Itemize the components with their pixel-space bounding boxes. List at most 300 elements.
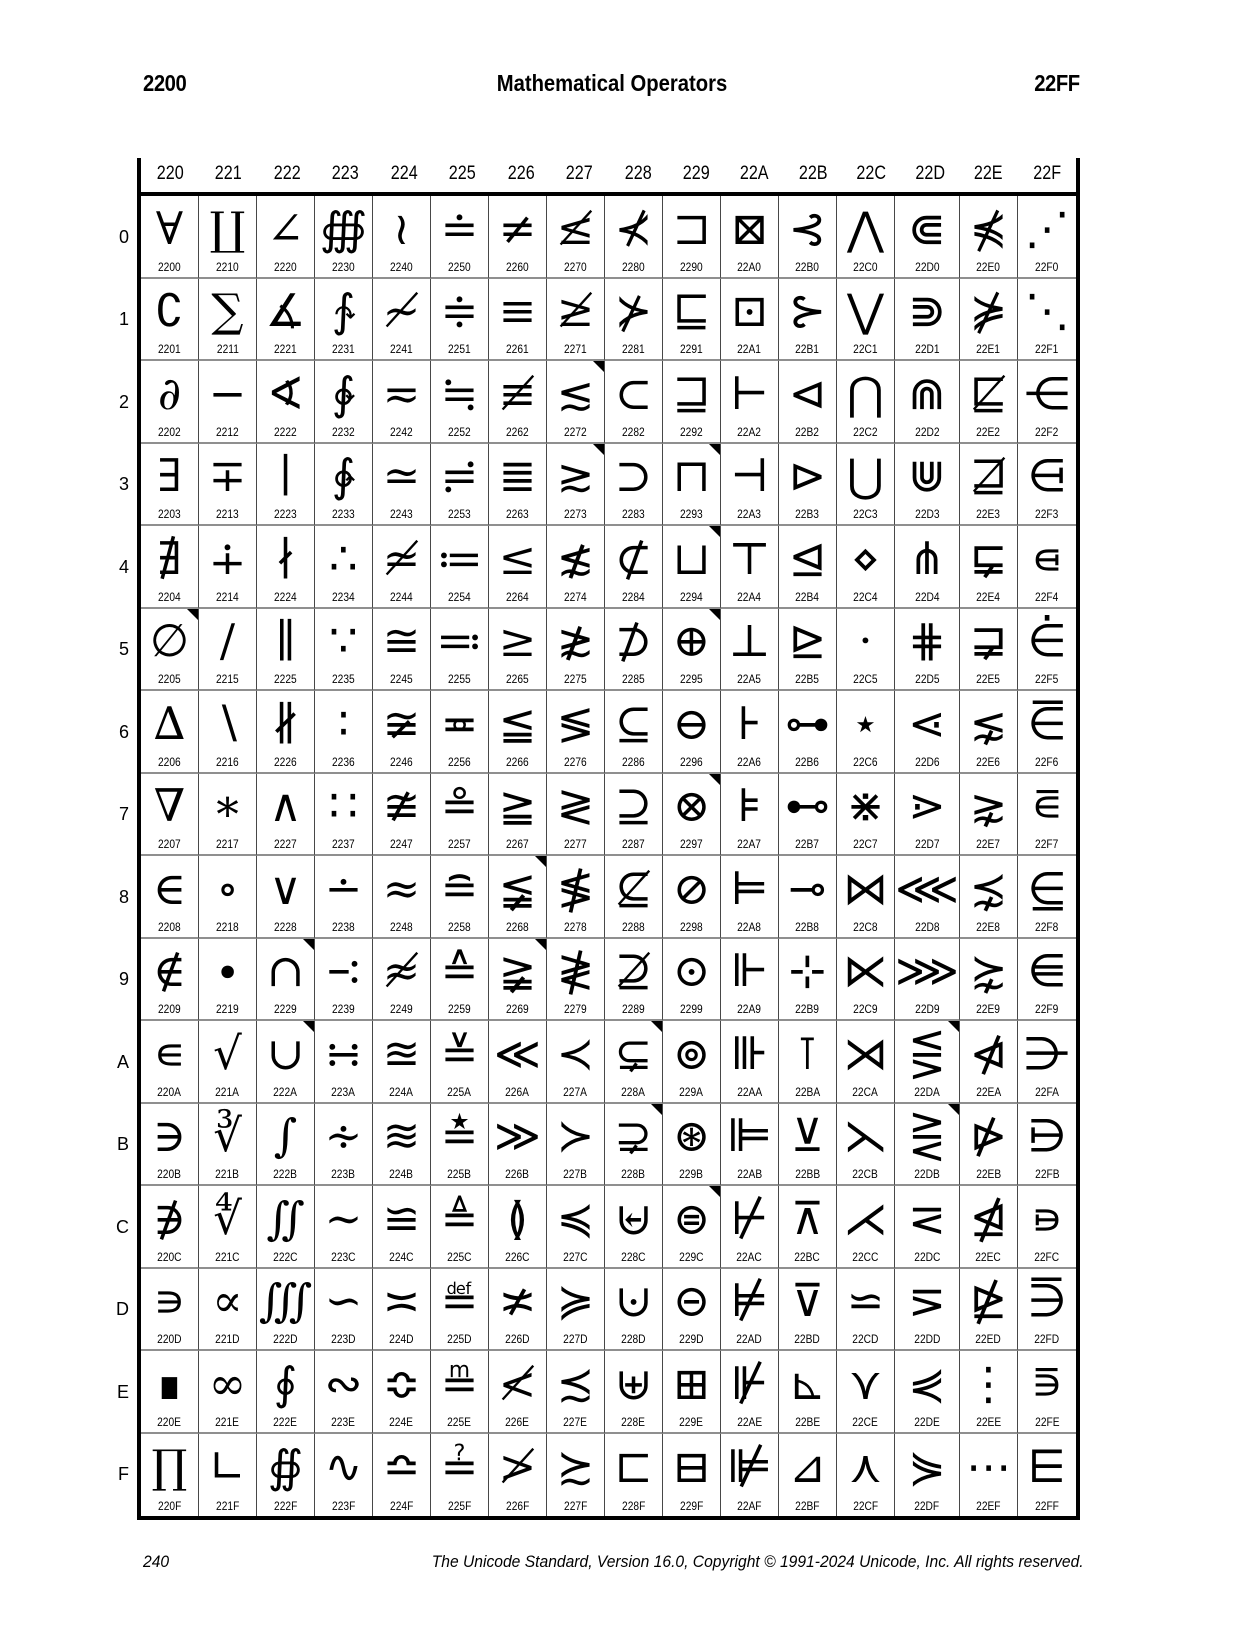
codepoint-label: 2276 bbox=[564, 754, 587, 769]
glyph-2268: ≨ bbox=[498, 861, 537, 915]
glyph-2249: ≉ bbox=[382, 944, 421, 998]
glyph-221F: ∟ bbox=[208, 1440, 247, 1494]
glyph-cell-22EC bbox=[960, 1186, 1018, 1269]
glyph-cell-22CF bbox=[837, 1434, 895, 1517]
glyph-cell-22AC bbox=[721, 1186, 779, 1269]
page-footer bbox=[143, 1552, 1084, 1572]
glyph-cell-22CE bbox=[837, 1351, 895, 1434]
glyph-2258: ≘ bbox=[440, 861, 479, 915]
glyph-cell-2214 bbox=[199, 526, 257, 609]
glyph-cell-222B bbox=[257, 1104, 315, 1187]
glyph-cell-2259 bbox=[431, 939, 489, 1022]
glyph-cell-220B bbox=[141, 1104, 199, 1187]
codepoint-label: 2266 bbox=[506, 754, 529, 769]
glyph-2243: ≃ bbox=[382, 449, 421, 503]
codepoint-label: 2234 bbox=[332, 589, 355, 604]
glyph-cell-22C3 bbox=[837, 444, 895, 527]
glyph-cell-22D7 bbox=[895, 774, 960, 857]
glyph-cell-2215 bbox=[199, 609, 257, 692]
glyph-22D4: ⋔ bbox=[908, 531, 946, 585]
codepoint-label: 22A5 bbox=[737, 672, 762, 686]
glyph-22B7: ⊷ bbox=[784, 779, 830, 833]
glyph-cell-2228 bbox=[257, 856, 315, 939]
glyph-225D: ≝ bbox=[440, 1274, 479, 1328]
glyph-221A: √ bbox=[213, 1026, 242, 1080]
glyph-229D: ⊝ bbox=[672, 1274, 711, 1328]
codepoint-label: 220A bbox=[157, 1084, 182, 1099]
glyph-cell-2241 bbox=[373, 279, 431, 362]
glyph-cell-22CB bbox=[837, 1104, 895, 1187]
codepoint-label: 2253 bbox=[448, 507, 471, 521]
glyph-22A4: ⊤ bbox=[728, 531, 771, 585]
row-header-E: E bbox=[116, 1381, 129, 1402]
codepoint-label: 22D5 bbox=[914, 672, 940, 686]
glyph-cell-22F9 bbox=[1018, 939, 1076, 1022]
glyph-cell-22D2 bbox=[895, 361, 960, 444]
glyph-cell-2229 bbox=[257, 939, 315, 1022]
glyph-cell-22F3 bbox=[1018, 444, 1076, 527]
codepoint-label: 2260 bbox=[506, 259, 529, 274]
glyph-cell-2254 bbox=[431, 526, 489, 609]
variation-sequence-marker-icon bbox=[651, 1104, 662, 1115]
codepoint-label: 226E bbox=[505, 1414, 530, 1429]
codepoint-label: 2281 bbox=[622, 342, 645, 356]
glyph-2231: ∱ bbox=[331, 284, 356, 338]
glyph-22DF: ⋟ bbox=[908, 1440, 946, 1494]
glyph-2218: ∘ bbox=[216, 861, 239, 915]
row-header-C: C bbox=[116, 1216, 129, 1237]
glyph-cell-2286 bbox=[605, 691, 663, 774]
codepoint-label: 220E bbox=[157, 1414, 182, 1429]
glyph-cell-221F bbox=[199, 1434, 257, 1517]
glyph-223B: ∻ bbox=[324, 1109, 363, 1163]
glyph-2287: ⊇ bbox=[614, 779, 653, 833]
glyph-cell-2219 bbox=[199, 939, 257, 1022]
glyph-224B: ≋ bbox=[382, 1109, 421, 1163]
glyph-2205: ∅ bbox=[149, 614, 190, 668]
codepoint-label: 22A9 bbox=[737, 1002, 762, 1016]
glyph-2253: ≓ bbox=[440, 449, 479, 503]
codepoint-label: 227A bbox=[563, 1084, 588, 1099]
glyph-2270: ≰ bbox=[556, 201, 595, 255]
glyph-223F: ∿ bbox=[324, 1440, 363, 1494]
glyph-cell-22F8 bbox=[1018, 856, 1076, 939]
codepoint-label: 2264 bbox=[506, 589, 529, 604]
glyph-cell-22A5 bbox=[721, 609, 779, 692]
glyph-cell-2248 bbox=[373, 856, 431, 939]
codepoint-label: 226B bbox=[505, 1167, 530, 1181]
glyph-228C: ⊌ bbox=[614, 1191, 653, 1245]
codepoint-label: 22A4 bbox=[737, 589, 762, 604]
glyph-cell-2206 bbox=[141, 691, 199, 774]
codepoint-label: 2280 bbox=[622, 259, 645, 274]
codepoint-label: 2215 bbox=[216, 672, 239, 686]
codepoint-label: 2274 bbox=[564, 589, 587, 604]
glyph-cell-2287 bbox=[605, 774, 663, 857]
variation-sequence-marker-icon bbox=[948, 1021, 959, 1032]
glyph-cell-22C0 bbox=[837, 196, 895, 279]
codepoint-label: 2254 bbox=[448, 589, 471, 604]
header-right-tick bbox=[1076, 158, 1080, 194]
glyph-2291: ⊑ bbox=[672, 284, 711, 338]
glyph-22E8: ⋨ bbox=[969, 861, 1008, 915]
row-header-F: F bbox=[118, 1464, 129, 1485]
codepoint-label: 22B6 bbox=[795, 754, 820, 769]
glyph-cell-220A bbox=[141, 1021, 199, 1104]
row-header-0: 0 bbox=[118, 226, 129, 247]
glyph-cell-2231 bbox=[315, 279, 373, 362]
glyph-2220: ∠ bbox=[266, 201, 305, 255]
glyph-2211: ∑ bbox=[211, 284, 244, 338]
glyph-22D6: ⋖ bbox=[908, 696, 946, 750]
codepoint-label: 22E2 bbox=[976, 424, 1001, 439]
glyph-228D: ⊍ bbox=[614, 1274, 653, 1328]
glyph-223D: ∽ bbox=[324, 1274, 363, 1328]
glyph-2229: ∩ bbox=[266, 944, 305, 998]
glyph-cell-224D bbox=[373, 1269, 431, 1352]
glyph-22C4: ⋄ bbox=[851, 531, 880, 585]
glyph-2286: ⊆ bbox=[614, 696, 653, 750]
variation-sequence-marker-icon bbox=[709, 444, 720, 455]
codepoint-label: 22B5 bbox=[795, 672, 820, 686]
codepoint-label: 22BF bbox=[795, 1499, 820, 1513]
codepoint-label: 223A bbox=[331, 1084, 356, 1099]
glyph-cell-226F bbox=[489, 1434, 547, 1517]
codepoint-label: 2212 bbox=[216, 424, 239, 439]
codepoint-label: 2263 bbox=[506, 507, 529, 521]
variation-sequence-marker-icon bbox=[709, 609, 720, 620]
codepoint-label: 22D8 bbox=[914, 919, 940, 934]
glyph-22B1: ⊱ bbox=[788, 284, 827, 338]
glyph-cell-223C bbox=[315, 1186, 373, 1269]
glyph-cell-2262 bbox=[489, 361, 547, 444]
glyph-2238: ∸ bbox=[324, 861, 363, 915]
glyph-22AE: ⊮ bbox=[730, 1356, 769, 1410]
codepoint-label: 22C9 bbox=[853, 1002, 878, 1016]
codepoint-label: 22CC bbox=[852, 1249, 879, 1264]
glyph-cell-2218 bbox=[199, 856, 257, 939]
codepoint-label: 226D bbox=[505, 1332, 530, 1346]
glyph-2246: ≆ bbox=[382, 696, 421, 750]
glyph-2242: ≂ bbox=[382, 366, 421, 420]
glyph-cell-2273 bbox=[547, 444, 605, 527]
glyph-cell-2208 bbox=[141, 856, 199, 939]
glyph-2259: ≙ bbox=[440, 944, 479, 998]
glyph-cell-221E bbox=[199, 1351, 257, 1434]
codepoint-label: 22FB bbox=[1034, 1167, 1060, 1181]
glyph-cell-22F1 bbox=[1018, 279, 1076, 362]
glyph-cell-22E7 bbox=[960, 774, 1018, 857]
codepoint-label: 224C bbox=[389, 1249, 414, 1264]
codepoint-label: 220F bbox=[157, 1499, 182, 1513]
glyph-22DE: ⋞ bbox=[908, 1356, 946, 1410]
codepoint-label: 227B bbox=[563, 1167, 588, 1181]
glyph-cell-22E8 bbox=[960, 856, 1018, 939]
glyph-cell-22A4 bbox=[721, 526, 779, 609]
codepoint-label: 2279 bbox=[564, 1002, 587, 1016]
glyph-225C: ≜ bbox=[440, 1191, 479, 1245]
glyph-cell-2285 bbox=[605, 609, 663, 692]
glyph-2233: ∳ bbox=[331, 449, 356, 503]
glyph-22B8: ⊸ bbox=[788, 861, 827, 915]
glyph-cell-2282 bbox=[605, 361, 663, 444]
glyph-220E: ∎ bbox=[155, 1356, 184, 1410]
glyph-2235: ∵ bbox=[329, 614, 358, 668]
glyph-222D: ∭ bbox=[258, 1274, 313, 1328]
codepoint-label: 222A bbox=[273, 1084, 298, 1099]
glyph-2245: ≅ bbox=[382, 614, 421, 668]
codepoint-label: 22DD bbox=[913, 1332, 941, 1346]
glyph-cell-22D5 bbox=[895, 609, 960, 692]
glyph-22D5: ⋕ bbox=[908, 614, 946, 668]
variation-sequence-marker-icon bbox=[651, 1021, 662, 1032]
glyph-cell-2298 bbox=[663, 856, 721, 939]
glyph-22D7: ⋗ bbox=[908, 779, 946, 833]
codepoint-label: 22F3 bbox=[1035, 507, 1059, 521]
glyph-22B2: ⊲ bbox=[788, 366, 827, 420]
glyph-2240: ≀ bbox=[393, 201, 410, 255]
codepoint-label: 22DC bbox=[913, 1249, 941, 1264]
glyph-cell-22ED bbox=[960, 1269, 1018, 1352]
glyph-cell-223D bbox=[315, 1269, 373, 1352]
codepoint-label: 2272 bbox=[564, 424, 587, 439]
glyph-cell-22AE bbox=[721, 1351, 779, 1434]
glyph-cell-22DA bbox=[895, 1021, 960, 1104]
glyph-cell-22DD bbox=[895, 1269, 960, 1352]
variation-sequence-marker-icon bbox=[303, 939, 314, 950]
glyph-cell-2278 bbox=[547, 856, 605, 939]
glyph-22AF: ⊯ bbox=[726, 1440, 773, 1494]
glyph-2230: ∰ bbox=[319, 201, 368, 255]
codepoint-label: 2268 bbox=[506, 919, 529, 934]
column-header-224: 224 bbox=[390, 163, 418, 184]
codepoint-label: 2243 bbox=[390, 507, 413, 521]
glyph-22EF: ⋯ bbox=[966, 1440, 1011, 1494]
codepoint-label: 2213 bbox=[216, 507, 239, 521]
codepoint-label: 2259 bbox=[448, 1002, 471, 1016]
code-chart-grid bbox=[137, 192, 1080, 1520]
codepoint-label: 2218 bbox=[216, 919, 239, 934]
codepoint-label: 22C5 bbox=[853, 672, 878, 686]
glyph-cell-229B bbox=[663, 1104, 721, 1187]
glyph-cell-222A bbox=[257, 1021, 315, 1104]
glyph-cell-222C bbox=[257, 1186, 315, 1269]
codepoint-label: 224E bbox=[389, 1414, 414, 1429]
glyph-cell-2264 bbox=[489, 526, 547, 609]
glyph-cell-224B bbox=[373, 1104, 431, 1187]
glyph-2210: ∐ bbox=[209, 201, 246, 255]
codepoint-label: 22BA bbox=[794, 1084, 820, 1099]
codepoint-label: 22D4 bbox=[914, 589, 940, 604]
glyph-cell-2274 bbox=[547, 526, 605, 609]
glyph-cell-2266 bbox=[489, 691, 547, 774]
glyph-2299: ⊙ bbox=[672, 944, 711, 998]
block-end-codepoint: 22FF bbox=[1034, 70, 1080, 96]
codepoint-label: 22C3 bbox=[853, 507, 878, 521]
codepoint-label: 22AA bbox=[736, 1084, 762, 1099]
codepoint-label: 226F bbox=[505, 1499, 530, 1513]
glyph-cell-223F bbox=[315, 1434, 373, 1517]
glyph-cell-2283 bbox=[605, 444, 663, 527]
glyph-cell-22C4 bbox=[837, 526, 895, 609]
glyph-22AC: ⊬ bbox=[730, 1191, 769, 1245]
glyph-cell-22EB bbox=[960, 1104, 1018, 1187]
glyph-222F: ∯ bbox=[267, 1440, 304, 1494]
glyph-22F8: ⋸ bbox=[1027, 861, 1067, 915]
glyph-22C9: ⋉ bbox=[842, 944, 888, 998]
glyph-cell-2261 bbox=[489, 279, 547, 362]
row-header-1: 1 bbox=[118, 309, 129, 330]
glyph-cell-22D6 bbox=[895, 691, 960, 774]
codepoint-label: 22E7 bbox=[976, 837, 1001, 851]
glyph-cell-2260 bbox=[489, 196, 547, 279]
glyph-22C7: ⋇ bbox=[846, 779, 885, 833]
glyph-226F: ≯ bbox=[498, 1440, 537, 1494]
glyph-22CD: ⋍ bbox=[846, 1274, 885, 1328]
glyph-cell-2257 bbox=[431, 774, 489, 857]
glyph-22F6: ⋶ bbox=[1027, 696, 1067, 750]
glyph-22BF: ⊿ bbox=[788, 1440, 827, 1494]
glyph-224A: ≊ bbox=[382, 1026, 421, 1080]
variation-sequence-marker-icon bbox=[593, 444, 604, 455]
codepoint-label: 225F bbox=[447, 1499, 472, 1513]
glyph-22C3: ⋃ bbox=[847, 449, 884, 503]
glyph-cell-2293 bbox=[663, 444, 721, 527]
glyph-cell-22B2 bbox=[779, 361, 837, 444]
glyph-222B: ∫ bbox=[273, 1109, 298, 1163]
codepoint-label: 224F bbox=[389, 1499, 414, 1513]
glyph-cell-2224 bbox=[257, 526, 315, 609]
glyph-220D: ∍ bbox=[153, 1274, 186, 1328]
glyph-228E: ⊎ bbox=[614, 1356, 653, 1410]
glyph-cell-2277 bbox=[547, 774, 605, 857]
codepoint-label: 2227 bbox=[274, 837, 297, 851]
glyph-cell-2291 bbox=[663, 279, 721, 362]
glyph-cell-2263 bbox=[489, 444, 547, 527]
codepoint-label: 2217 bbox=[216, 837, 239, 851]
glyph-2269: ≩ bbox=[498, 944, 537, 998]
codepoint-label: 22E1 bbox=[976, 342, 1001, 356]
glyph-2278: ≸ bbox=[556, 861, 595, 915]
glyph-cell-22A2 bbox=[721, 361, 779, 444]
codepoint-label: 22A0 bbox=[737, 259, 762, 274]
glyph-2265: ≥ bbox=[498, 614, 537, 668]
codepoint-label: 221C bbox=[215, 1249, 240, 1264]
glyph-cell-2220 bbox=[257, 196, 315, 279]
codepoint-label: 2201 bbox=[158, 342, 181, 356]
row-header-3: 3 bbox=[118, 474, 129, 495]
glyph-cell-229F bbox=[663, 1434, 721, 1517]
glyph-cell-2200 bbox=[141, 196, 199, 279]
glyph-2264: ≤ bbox=[498, 531, 537, 585]
glyph-2244: ≄ bbox=[382, 531, 421, 585]
codepoint-label: 2293 bbox=[680, 507, 703, 521]
codepoint-label: 22A3 bbox=[737, 507, 762, 521]
variation-sequence-marker-icon bbox=[709, 1186, 720, 1197]
glyph-cell-2255 bbox=[431, 609, 489, 692]
glyph-22F3: ⋳ bbox=[1027, 449, 1067, 503]
codepoint-label: 226A bbox=[505, 1084, 530, 1099]
codepoint-label: 2292 bbox=[680, 424, 703, 439]
glyph-2237: ∷ bbox=[329, 779, 358, 833]
codepoint-label: 22E9 bbox=[976, 1002, 1001, 1016]
codepoint-label: 22C8 bbox=[853, 919, 878, 934]
glyph-cell-221A bbox=[199, 1021, 257, 1104]
glyph-22CA: ⋊ bbox=[842, 1026, 888, 1080]
codepoint-label: 2241 bbox=[390, 342, 413, 356]
glyph-cell-2240 bbox=[373, 196, 431, 279]
glyph-cell-22A0 bbox=[721, 196, 779, 279]
glyph-2225: ∥ bbox=[275, 614, 296, 668]
glyph-226E: ≮ bbox=[498, 1356, 537, 1410]
glyph-cell-2204 bbox=[141, 526, 199, 609]
codepoint-label: 2224 bbox=[274, 589, 297, 604]
codepoint-label: 22F6 bbox=[1035, 754, 1059, 769]
glyph-22FD: ⋽ bbox=[1027, 1274, 1067, 1328]
glyph-227F: ≿ bbox=[556, 1440, 595, 1494]
glyph-225B: ≛ bbox=[440, 1109, 479, 1163]
glyph-cell-2295 bbox=[663, 609, 721, 692]
glyph-224C: ≌ bbox=[382, 1191, 421, 1245]
codepoint-label: 2291 bbox=[680, 342, 703, 356]
codepoint-label: 2271 bbox=[564, 342, 587, 356]
glyph-cell-2281 bbox=[605, 279, 663, 362]
glyph-2214: ∔ bbox=[208, 531, 247, 585]
glyph-2208: ∈ bbox=[152, 861, 187, 915]
codepoint-label: 22BE bbox=[794, 1414, 820, 1429]
codepoint-label: 2232 bbox=[332, 424, 355, 439]
glyph-cell-222D bbox=[257, 1269, 315, 1352]
glyph-22FF: ⋿ bbox=[1027, 1440, 1067, 1494]
codepoint-label: 22E5 bbox=[976, 672, 1001, 686]
codepoint-label: 22C7 bbox=[853, 837, 878, 851]
codepoint-label: 227F bbox=[563, 1499, 588, 1513]
glyph-2260: ≠ bbox=[498, 201, 537, 255]
codepoint-label: 2225 bbox=[274, 672, 297, 686]
glyph-22E0: ⋠ bbox=[969, 201, 1008, 255]
codepoint-label: 22DA bbox=[914, 1084, 940, 1099]
codepoint-label: 224B bbox=[389, 1167, 414, 1181]
glyph-221B: ∛ bbox=[213, 1109, 242, 1163]
codepoint-label: 22DB bbox=[914, 1167, 940, 1181]
glyph-cell-22A1 bbox=[721, 279, 779, 362]
glyph-228F: ⊏ bbox=[614, 1440, 653, 1494]
glyph-cell-222E bbox=[257, 1351, 315, 1434]
glyph-22BA: ⊺ bbox=[795, 1026, 820, 1080]
glyph-cell-22A9 bbox=[721, 939, 779, 1022]
codepoint-label: 22B0 bbox=[795, 259, 820, 274]
codepoint-label: 2236 bbox=[332, 754, 355, 769]
codepoint-label: 2288 bbox=[622, 919, 645, 934]
glyph-cell-225E bbox=[431, 1351, 489, 1434]
glyph-cell-2209 bbox=[141, 939, 199, 1022]
codepoint-label: 22D7 bbox=[914, 837, 940, 851]
glyph-cell-22C2 bbox=[837, 361, 895, 444]
codepoint-label: 22BD bbox=[794, 1332, 821, 1346]
column-header-225: 225 bbox=[448, 163, 476, 184]
glyph-2298: ⊘ bbox=[672, 861, 711, 915]
codepoint-label: 2287 bbox=[622, 837, 645, 851]
glyph-cell-22C8 bbox=[837, 856, 895, 939]
glyph-cell-2269 bbox=[489, 939, 547, 1022]
glyph-cell-225A bbox=[431, 1021, 489, 1104]
glyph-228A: ⊊ bbox=[614, 1026, 653, 1080]
codepoint-label: 22F8 bbox=[1035, 919, 1059, 934]
glyph-cell-2270 bbox=[547, 196, 605, 279]
codepoint-label: 227D bbox=[563, 1332, 588, 1346]
glyph-cell-222F bbox=[257, 1434, 315, 1517]
codepoint-label: 2210 bbox=[216, 259, 239, 274]
